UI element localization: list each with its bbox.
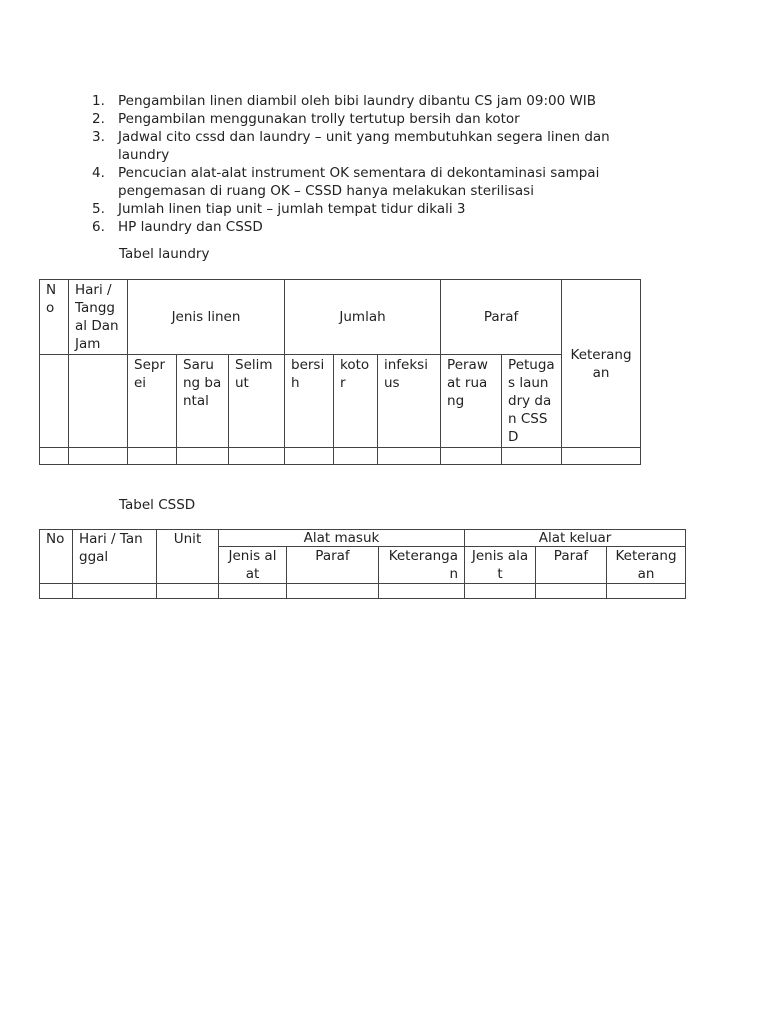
table-row bbox=[40, 448, 641, 465]
header-jenis-linen: Jenis linen bbox=[128, 280, 285, 355]
table-cell[interactable] bbox=[536, 584, 607, 599]
table-cell[interactable] bbox=[40, 448, 69, 465]
subheader-masuk-keterangan: Keterangan bbox=[379, 547, 465, 584]
table-cell[interactable] bbox=[285, 448, 334, 465]
subheader-infeksius: infeksius bbox=[378, 355, 441, 448]
list-item bbox=[92, 218, 652, 236]
header-paraf: Paraf bbox=[441, 280, 562, 355]
subheader-petugas: Petugas laundry dan CSSD bbox=[502, 355, 562, 448]
subheader-keluar-paraf: Paraf bbox=[536, 547, 607, 584]
table-cell[interactable] bbox=[441, 448, 502, 465]
subheader-selimut: Selimut bbox=[229, 355, 285, 448]
list-text: Jadwal cito cssd dan laundry – unit yang membutuhkan segera linen dan laundry bbox=[118, 129, 610, 163]
list-item bbox=[92, 200, 652, 218]
subheader-keluar-jenis: Jenis alat bbox=[465, 547, 536, 584]
list-number: 1. bbox=[92, 93, 105, 109]
cssd-table-caption: Tabel CSSD bbox=[119, 497, 196, 513]
table-cell[interactable] bbox=[229, 448, 285, 465]
laundry-table-caption: Tabel laundry bbox=[119, 246, 210, 262]
table-cell[interactable] bbox=[73, 584, 157, 599]
list-text: Pengambilan menggunakan trolly tertutup bersih dan kotor bbox=[118, 111, 520, 127]
table-cell[interactable] bbox=[562, 448, 641, 465]
table-cell[interactable] bbox=[287, 584, 379, 599]
list-item bbox=[92, 128, 652, 164]
header-no: No bbox=[40, 280, 69, 355]
list-item bbox=[92, 110, 652, 128]
subheader-keluar-keterangan: Keterangan bbox=[607, 547, 686, 584]
list-number: 6. bbox=[92, 219, 105, 235]
table-cell[interactable] bbox=[607, 584, 686, 599]
table-cell[interactable] bbox=[379, 584, 465, 599]
table-cell[interactable] bbox=[128, 448, 177, 465]
table-cell[interactable] bbox=[40, 584, 73, 599]
table-cell[interactable] bbox=[157, 584, 219, 599]
table-cell[interactable] bbox=[69, 448, 128, 465]
table-cell[interactable] bbox=[177, 448, 229, 465]
table-cell bbox=[40, 355, 69, 448]
rules-list bbox=[92, 92, 652, 236]
subheader-sarung-bantal: Sarung bantal bbox=[177, 355, 229, 448]
cssd-table bbox=[39, 529, 686, 599]
table-cell[interactable] bbox=[378, 448, 441, 465]
laundry-table bbox=[39, 279, 641, 465]
list-number: 3. bbox=[92, 129, 105, 145]
list-text: HP laundry dan CSSD bbox=[118, 219, 263, 235]
list-number: 5. bbox=[92, 201, 105, 217]
table-cell[interactable] bbox=[502, 448, 562, 465]
table-cell[interactable] bbox=[219, 584, 287, 599]
header-alat-keluar: Alat keluar bbox=[465, 530, 686, 547]
list-item bbox=[92, 164, 652, 200]
header-unit: Unit bbox=[157, 530, 219, 584]
table-cell bbox=[69, 355, 128, 448]
table-cell[interactable] bbox=[334, 448, 378, 465]
header-date: Hari / Tanggal bbox=[73, 530, 157, 584]
table-row bbox=[40, 584, 686, 599]
subheader-perawat-ruang: Perawat ruang bbox=[441, 355, 502, 448]
table-cell[interactable] bbox=[465, 584, 536, 599]
list-item bbox=[92, 92, 652, 110]
header-no: No bbox=[40, 530, 73, 584]
subheader-kotor: kotor bbox=[334, 355, 378, 448]
subheader-bersih: bersih bbox=[285, 355, 334, 448]
list-number: 2. bbox=[92, 111, 105, 127]
subheader-masuk-jenis: Jenis alat bbox=[219, 547, 287, 584]
header-jumlah: Jumlah bbox=[285, 280, 441, 355]
subheader-masuk-paraf: Paraf bbox=[287, 547, 379, 584]
list-text: Jumlah linen tiap unit – jumlah tempat tidur dikali 3 bbox=[118, 201, 466, 217]
list-text: Pencucian alat-alat instrument OK sementara di dekontaminasi sampai pengemasan di ruang OK – CSSD hanya melakukan sterilisasi bbox=[118, 165, 600, 199]
header-keterangan: Keterangan bbox=[562, 280, 641, 448]
header-alat-masuk: Alat masuk bbox=[219, 530, 465, 547]
list-number: 4. bbox=[92, 165, 105, 181]
header-date: Hari / Tanggal Dan Jam bbox=[69, 280, 128, 355]
subheader-seprei: Seprei bbox=[128, 355, 177, 448]
list-text: Pengambilan linen diambil oleh bibi laundry dibantu CS jam 09:00 WIB bbox=[118, 93, 597, 109]
